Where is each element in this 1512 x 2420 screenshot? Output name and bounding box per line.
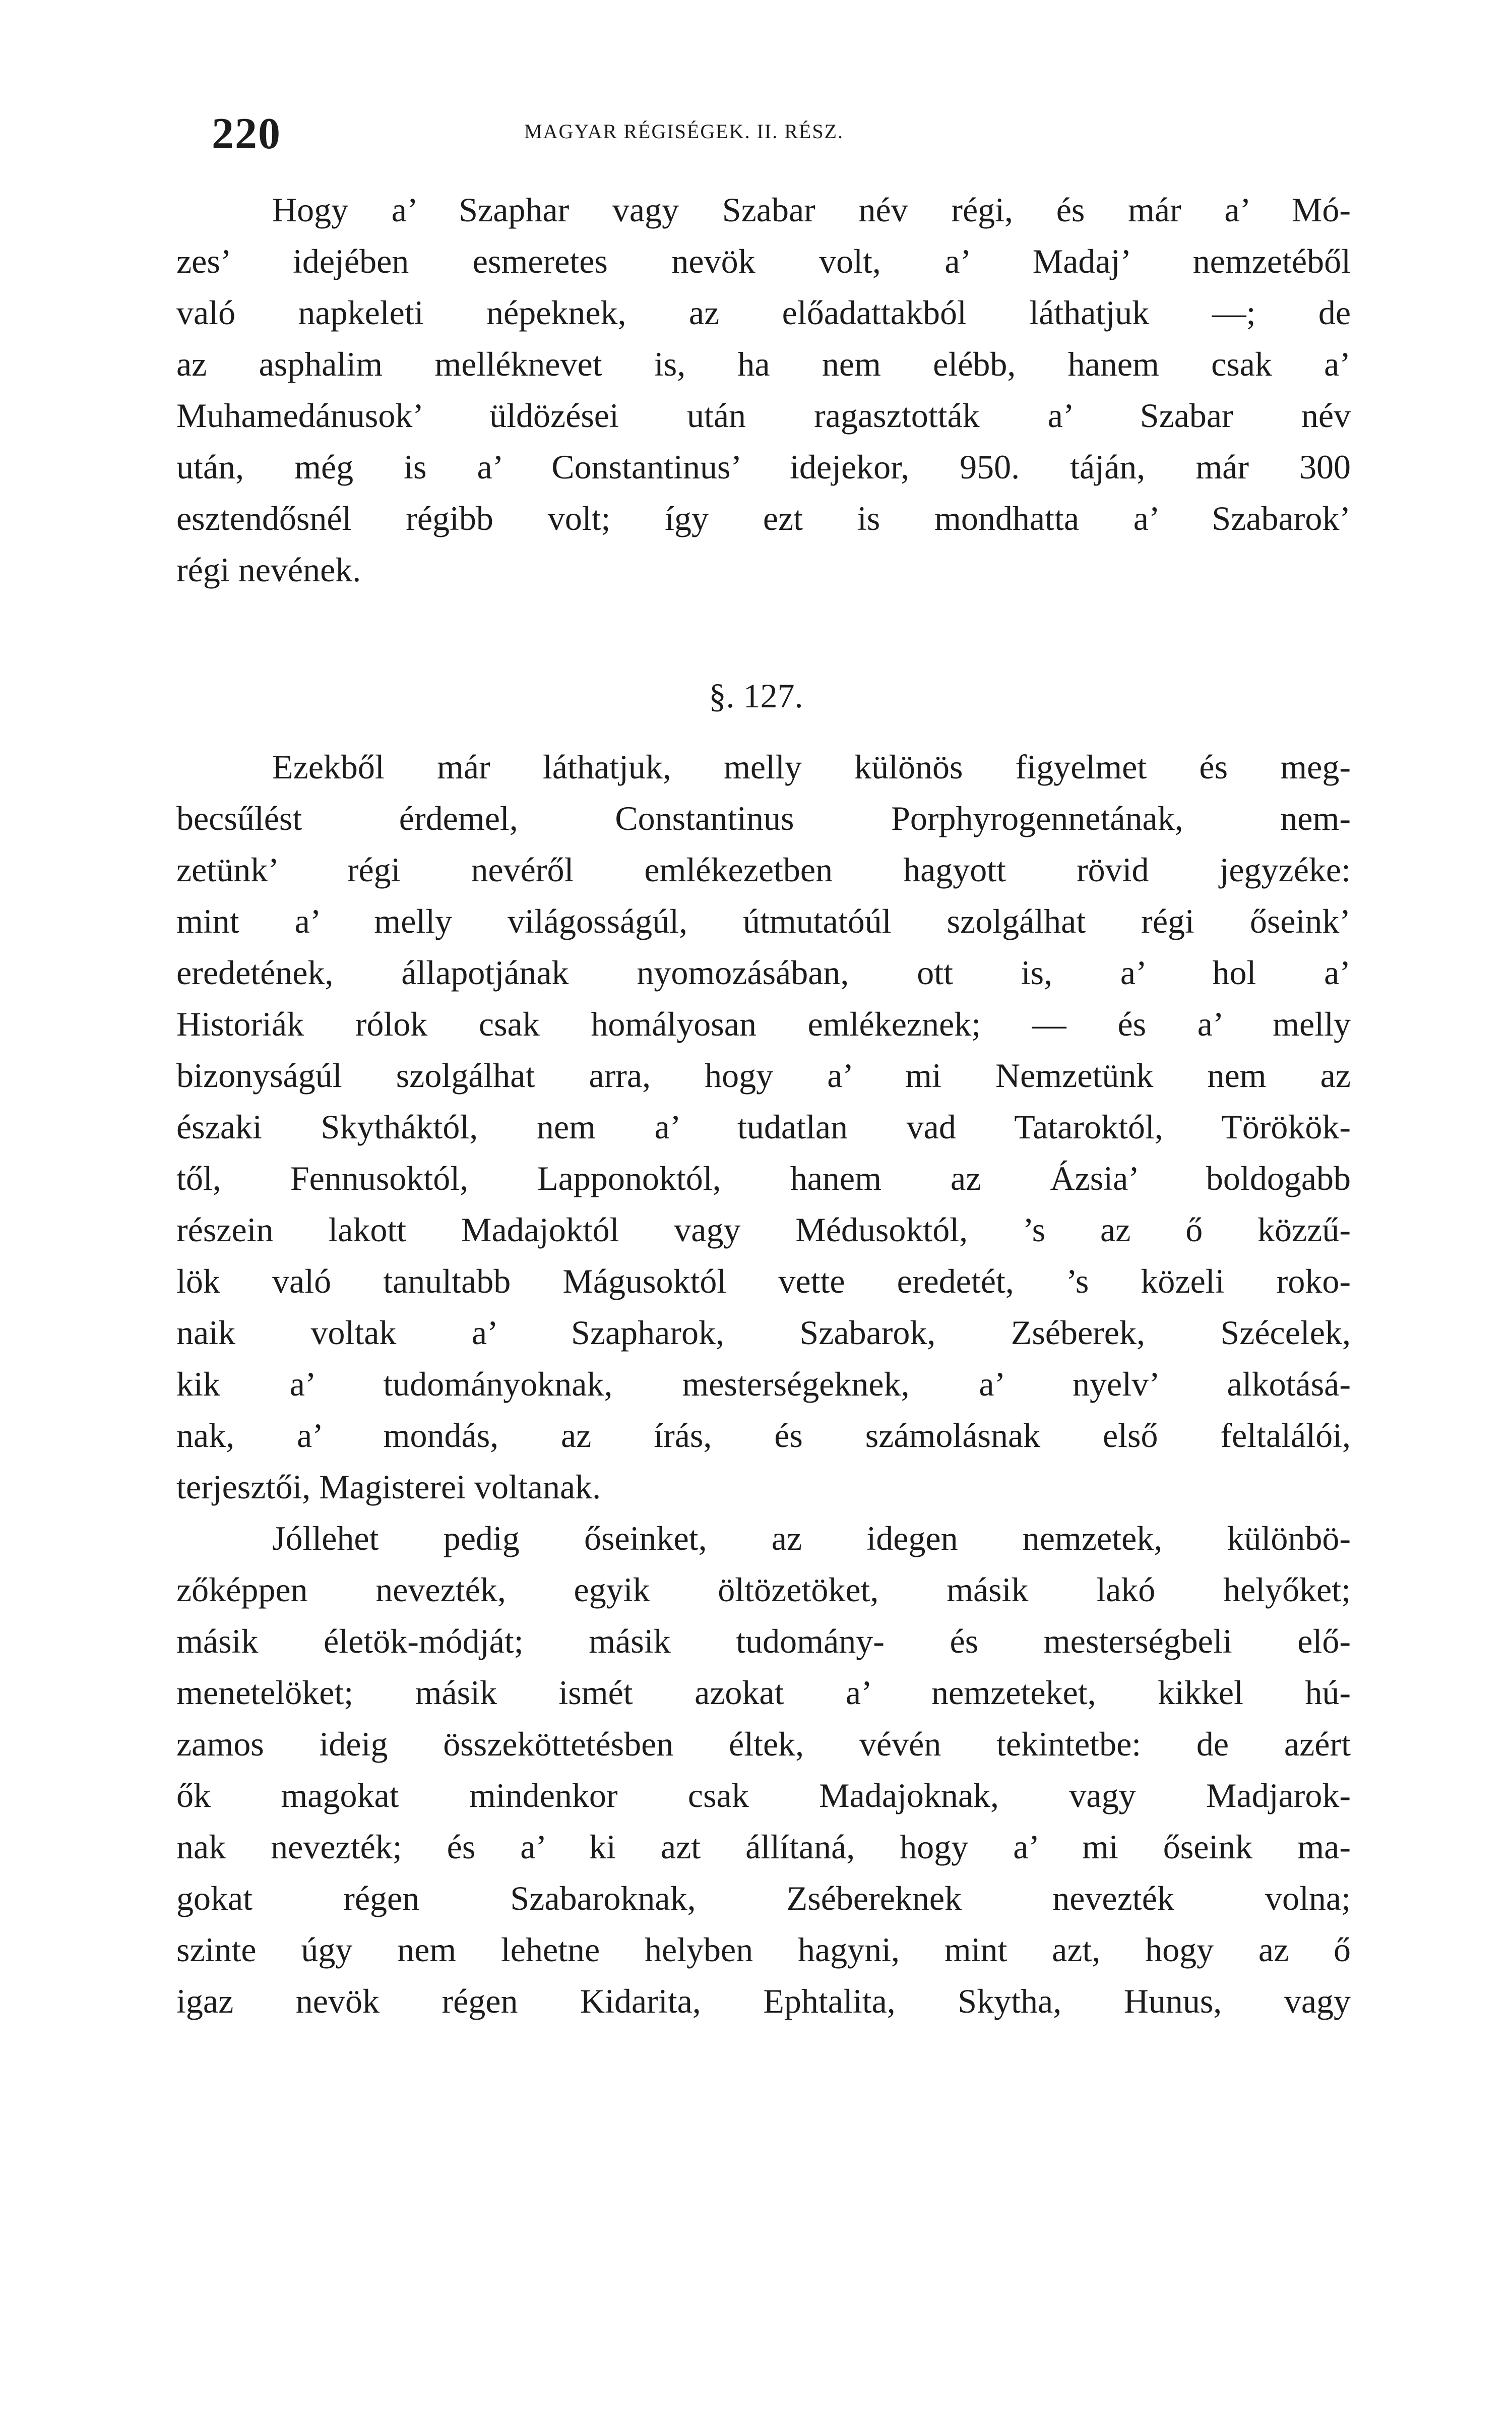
text-line: eredetének, állapotjának nyomozásában, ott is, a’ hol a’	[176, 953, 1351, 992]
text-line: ők magokat mindenkor csak Madajoknak, vagy Madjarok-	[176, 1776, 1351, 1814]
text-line: északi Skytháktól, nem a’ tudatlan vad Tataroktól, Törökök-	[176, 1108, 1351, 1146]
text-line: kik a’ tudományoknak, mesterségeknek, a’ nyelv’ alkotásá-	[176, 1365, 1351, 1403]
text-line: gokat régen Szabaroknak, Zsébereknek nevezték volna;	[176, 1879, 1351, 1917]
text-line: másik életök-módját; másik tudomány- és mesterségbeli elő-	[176, 1622, 1351, 1660]
text-line: től, Fennusoktól, Lapponoktól, hanem az Ázsia’ boldogabb	[176, 1159, 1351, 1197]
text-line: zőképpen nevezték, egyik öltözetöket, másik lakó helyőket;	[176, 1570, 1351, 1609]
text-line: becsűlést érdemel, Constantinus Porphyrogennetának, nem-	[176, 799, 1351, 837]
text-line: Hogy a’ Szaphar vagy Szabar név régi, és már a’ Mó-	[272, 191, 1351, 229]
text-line: való napkeleti népeknek, az előadattakból láthatjuk —; de	[176, 293, 1351, 332]
text-line: menetelöket; másik ismét azokat a’ nemzeteket, kikkel hú-	[176, 1673, 1351, 1712]
text-line: naik voltak a’ Szapharok, Szabarok, Zséberek, Szécelek,	[176, 1313, 1351, 1352]
text-line: részein lakott Madajoktól vagy Médusoktól, ’s az ő közzű-	[176, 1211, 1351, 1249]
text-line: után, még is a’ Constantinus’ idejekor, 950. táján, már 300	[176, 448, 1351, 486]
section-heading: §. 127.	[709, 677, 803, 715]
text-line: Historiák rólok csak homályosan emlékeznek; — és a’ melly	[176, 1005, 1351, 1043]
page-number: 220	[212, 109, 281, 158]
text-line: nak nevezték; és a’ ki azt állítaná, hogy a’ mi őseink ma-	[176, 1828, 1351, 1866]
running-head: MAGYAR RÉGISÉGEK. II. RÉSZ.	[524, 120, 844, 143]
text-line: szinte úgy nem lehetne helyben hagyni, mint azt, hogy az ő	[176, 1930, 1351, 1969]
text-line: zamos ideig összeköttetésben éltek, vévén tekintetbe: de azért	[176, 1725, 1351, 1763]
page-header	[212, 108, 1320, 169]
text-line: bizonyságúl szolgálhat arra, hogy a’ mi Nemzetünk nem az	[176, 1056, 1351, 1095]
text-line: igaz nevök régen Kidarita, Ephtalita, Skytha, Hunus, vagy	[176, 1982, 1351, 2020]
text-line: Jóllehet pedig őseinket, az idegen nemzetek, különbö-	[272, 1519, 1351, 1557]
text-line: zes’ idejében esmeretes nevök volt, a’ Madaj’ nemzetéből	[176, 242, 1351, 280]
text-line: lök való tanultabb Mágusoktól vette eredetét, ’s közeli roko-	[176, 1262, 1351, 1300]
text-line: az asphalim melléknevet is, ha nem elébb, hanem csak a’	[176, 345, 1351, 383]
text-line: mint a’ melly világosságúl, útmutatóúl szolgálhat régi őseink’	[176, 902, 1351, 940]
text-line: esztendősnél régibb volt; így ezt is mondhatta a’ Szabarok’	[176, 499, 1351, 537]
text-line: nak, a’ mondás, az írás, és számolásnak első feltalálói,	[176, 1416, 1351, 1455]
text-line: régi nevének.	[176, 551, 361, 589]
text-line: zetünk’ régi nevéről emlékezetben hagyott rövid jegyzéke:	[176, 851, 1351, 889]
text-line: terjesztői, Magisterei voltanak.	[176, 1468, 601, 1506]
text-line: Ezekből már láthatjuk, melly különös figyelmet és meg-	[272, 748, 1351, 786]
text-line: Muhamedánusok’ üldözései után ragasztották a’ Szabar név	[176, 396, 1351, 435]
